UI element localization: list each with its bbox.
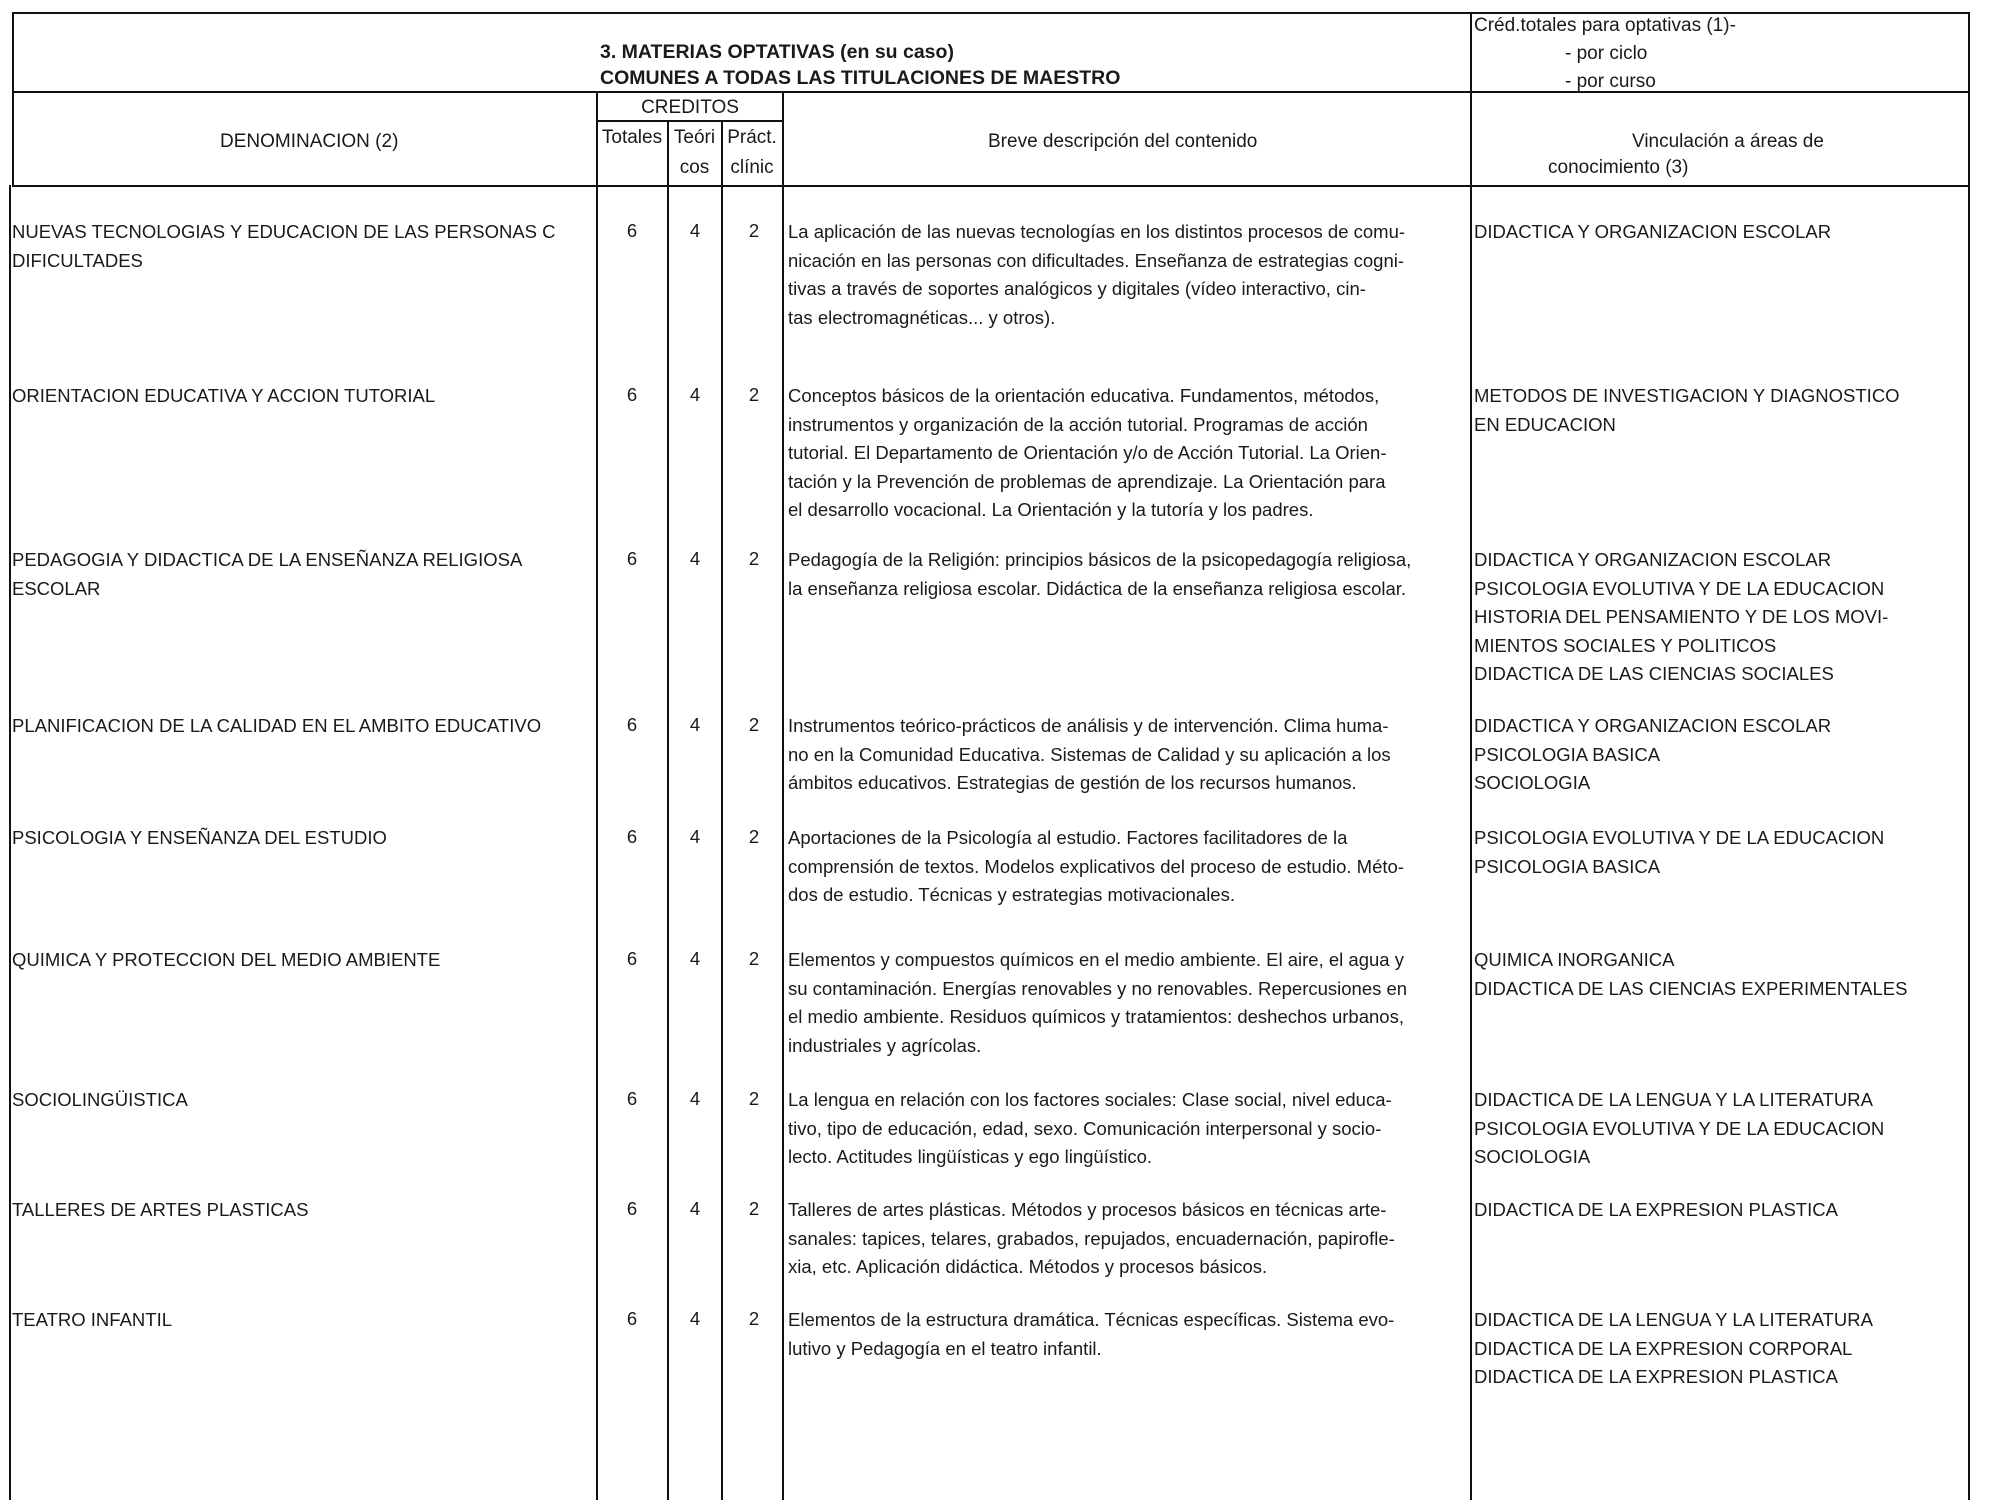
- practicos-header: Práct.: [727, 127, 777, 148]
- cred-totales-label: Créd.totales para optativas (1)-: [1474, 15, 1736, 36]
- denominacion-header: DENOMINACION (2): [220, 131, 399, 152]
- row-totales: 6: [626, 220, 638, 241]
- descripcion-header: Breve descripción del contenido: [988, 131, 1258, 152]
- left-border: [12, 12, 14, 186]
- area-line: DIDACTICA DE LA EXPRESION PLASTICA: [1474, 1199, 1838, 1220]
- row-denominacion: [12, 1086, 594, 1115]
- row-denominacion: [12, 1306, 594, 1335]
- section-subtitle: COMUNES A TODAS LAS TITULACIONES DE MAESTRO: [600, 67, 1121, 89]
- area-line: QUIMICA INORGANICA: [1474, 949, 1675, 970]
- row-practicos: 2: [748, 1198, 760, 1219]
- descripcion-line: tivo, tipo de educación, edad, sexo. Comunicación interpersonal y socio-: [788, 1117, 1382, 1139]
- area-line: MIENTOS SOCIALES Y POLITICOS: [1474, 634, 1777, 656]
- teoricos-header-cont: cos: [679, 157, 710, 178]
- row-teoricos: 4: [689, 714, 701, 735]
- row-areas: [1474, 546, 1964, 689]
- row-totales: 6: [626, 548, 638, 569]
- row-descripcion: [788, 218, 1464, 332]
- area-line: DIDACTICA DE LA EXPRESION CORPORAL: [1474, 1337, 1853, 1359]
- row-areas: [1474, 1086, 1964, 1172]
- area-line: PSICOLOGIA BASICA: [1474, 743, 1661, 765]
- row-teoricos: 4: [689, 948, 701, 969]
- descripcion-line: La aplicación de las nuevas tecnologías en los distintos procesos de comu-: [788, 221, 1406, 242]
- descripcion-line: Instrumentos teórico-prácticos de análisis y de intervención. Clima huma-: [788, 715, 1389, 736]
- descripcion-line: nicación en las personas con dificultades. Enseñanza de estrategias cogni-: [788, 249, 1405, 271]
- descripcion-line: instrumentos y organización de la acción tutorial. Programas de acción: [788, 413, 1368, 435]
- descripcion-line: el desarrollo vocacional. La Orientación y la tutoría y los padres.: [788, 499, 1314, 520]
- por-ciclo-label: - por ciclo: [1565, 43, 1648, 64]
- descripcion-line: ámbitos educativos. Estrategias de gestión de los recursos humanos.: [788, 772, 1357, 793]
- creditos-header: CREDITOS: [641, 97, 739, 118]
- area-line: DIDACTICA Y ORGANIZACION ESCOLAR: [1474, 715, 1832, 736]
- row-areas: [1474, 712, 1964, 798]
- row-areas: [1474, 1306, 1964, 1392]
- row-practicos: 2: [748, 548, 760, 569]
- row-descripcion: [788, 546, 1464, 603]
- column-header-divider: [12, 185, 1970, 187]
- row-teoricos: 4: [689, 384, 701, 405]
- col-vinculacion-left: [1470, 185, 1472, 1500]
- area-line: DIDACTICA DE LA LENGUA Y LA LITERATURA: [1474, 1309, 1873, 1330]
- row-descripcion: [788, 382, 1464, 525]
- col-practicos-left: [721, 120, 723, 1500]
- row-areas: [1474, 824, 1964, 881]
- area-line: PSICOLOGIA EVOLUTIVA Y DE LA EDUCACION: [1474, 827, 1885, 848]
- denominacion-line: ESCOLAR: [12, 577, 101, 599]
- descripcion-line: Conceptos básicos de la orientación educativa. Fundamentos, métodos,: [788, 385, 1380, 406]
- descripcion-line: Elementos de la estructura dramática. Técnicas específicas. Sistema evo-: [788, 1309, 1395, 1330]
- denominacion-line: TEATRO INFANTIL: [12, 1309, 173, 1330]
- row-areas: [1474, 218, 1964, 247]
- row-denominacion: [12, 712, 594, 741]
- descripcion-line: Elementos y compuestos químicos en el medio ambiente. El aire, el agua y: [788, 949, 1404, 970]
- denominacion-line: DIFICULTADES: [12, 249, 143, 271]
- section-title: 3. MATERIAS OPTATIVAS (en su caso): [600, 41, 954, 63]
- row-descripcion: [788, 946, 1464, 1060]
- row-descripcion: [788, 712, 1464, 798]
- row-denominacion: [12, 382, 594, 411]
- descripcion-line: el medio ambiente. Residuos químicos y tratamientos: deshechos urbanos,: [788, 1006, 1404, 1027]
- row-denominacion: [12, 946, 594, 975]
- row-totales: 6: [626, 714, 638, 735]
- practicos-header-cont: clínic: [730, 157, 774, 178]
- row-teoricos: 4: [689, 220, 701, 241]
- denominacion-line: PEDAGOGIA Y DIDACTICA DE LA ENSEÑANZA RELIGIOSA: [12, 549, 523, 570]
- descripcion-line: xia, etc. Aplicación didáctica. Métodos y procesos básicos.: [788, 1256, 1268, 1277]
- area-line: EN EDUCACION: [1474, 413, 1616, 435]
- row-totales: 6: [626, 826, 638, 847]
- row-teoricos: 4: [689, 1088, 701, 1109]
- denominacion-line: ORIENTACION EDUCATIVA Y ACCION TUTORIAL: [12, 385, 436, 406]
- area-line: HISTORIA DEL PENSAMIENTO Y DE LOS MOVI-: [1474, 606, 1889, 627]
- row-descripcion: [788, 1086, 1464, 1172]
- vinculacion-header: Vinculación a áreas de: [1632, 131, 1824, 152]
- row-descripcion: [788, 824, 1464, 910]
- area-line: METODOS DE INVESTIGACION Y DIAGNOSTICO: [1474, 385, 1900, 406]
- area-line: PSICOLOGIA EVOLUTIVA Y DE LA EDUCACION: [1474, 1117, 1885, 1139]
- row-teoricos: 4: [689, 1198, 701, 1219]
- row-teoricos: 4: [689, 826, 701, 847]
- row-practicos: 2: [748, 948, 760, 969]
- area-line: DIDACTICA DE LAS CIENCIAS SOCIALES: [1474, 663, 1834, 684]
- row-teoricos: 4: [689, 548, 701, 569]
- area-line: SOCIOLOGIA: [1474, 772, 1591, 793]
- row-practicos: 2: [748, 1308, 760, 1329]
- row-totales: 6: [626, 1308, 638, 1329]
- denominacion-line: PLANIFICACION DE LA CALIDAD EN EL AMBITO EDUCATIVO: [12, 715, 542, 736]
- row-denominacion: [12, 218, 594, 275]
- row-practicos: 2: [748, 714, 760, 735]
- row-areas: [1474, 1196, 1964, 1225]
- denominacion-line: NUEVAS TECNOLOGIAS Y EDUCACION DE LAS PERSONAS C: [12, 221, 556, 242]
- descripcion-line: Talleres de artes plásticas. Métodos y procesos básicos en técnicas arte-: [788, 1199, 1387, 1220]
- area-line: SOCIOLOGIA: [1474, 1146, 1591, 1167]
- area-line: PSICOLOGIA BASICA: [1474, 855, 1661, 877]
- descripcion-line: lutivo y Pedagogía en el teatro infantil.: [788, 1337, 1102, 1359]
- area-line: DIDACTICA Y ORGANIZACION ESCOLAR: [1474, 221, 1832, 242]
- denominacion-line: TALLERES DE ARTES PLASTICAS: [12, 1199, 309, 1220]
- descripcion-line: la enseñanza religiosa escolar. Didáctica de la enseñanza religiosa escolar.: [788, 577, 1407, 599]
- row-descripcion: [788, 1196, 1464, 1282]
- teoricos-header: Teóri: [673, 127, 716, 148]
- row-denominacion: [12, 1196, 594, 1225]
- descripcion-line: tación y la Prevención de problemas de aprendizaje. La Orientación para: [788, 470, 1386, 492]
- descripcion-line: industriales y agrícolas.: [788, 1034, 982, 1056]
- descripcion-line: no en la Comunidad Educativa. Sistemas de Calidad y su aplicación a los: [788, 743, 1391, 765]
- vinculacion-divider-header: [1470, 12, 1472, 186]
- descripcion-line: dos de estudio. Técnicas y estrategias motivacionales.: [788, 884, 1235, 905]
- row-practicos: 2: [748, 220, 760, 241]
- row-descripcion: [788, 1306, 1464, 1363]
- row-practicos: 2: [748, 1088, 760, 1109]
- denominacion-line: QUIMICA Y PROTECCION DEL MEDIO AMBIENTE: [12, 949, 441, 970]
- area-line: DIDACTICA DE LA EXPRESION PLASTICA: [1474, 1366, 1838, 1387]
- area-line: PSICOLOGIA EVOLUTIVA Y DE LA EDUCACION: [1474, 577, 1885, 599]
- row-totales: 6: [626, 1198, 638, 1219]
- row-totales: 6: [626, 1088, 638, 1109]
- vinculacion-header-cont: conocimiento (3): [1548, 157, 1689, 178]
- totales-header: Totales: [601, 127, 663, 148]
- col-descripcion-left: [782, 91, 784, 1500]
- area-line: DIDACTICA DE LA LENGUA Y LA LITERATURA: [1474, 1089, 1873, 1110]
- row-totales: 6: [626, 384, 638, 405]
- row-denominacion: [12, 546, 594, 603]
- descripcion-line: lecto. Actitudes lingüísticas y ego lingüístico.: [788, 1146, 1153, 1167]
- denominacion-line: SOCIOLINGÜISTICA: [12, 1089, 188, 1110]
- descripcion-line: sanales: tapices, telares, grabados, repujados, encuadernación, papirofle-: [788, 1227, 1395, 1249]
- row-teoricos: 4: [689, 1308, 701, 1329]
- denominacion-line: PSICOLOGIA Y ENSEÑANZA DEL ESTUDIO: [12, 827, 387, 848]
- col-teoricos-left: [667, 120, 669, 1500]
- row-areas: [1474, 946, 1964, 1003]
- descripcion-line: La lengua en relación con los factores sociales: Clase social, nivel educa-: [788, 1089, 1392, 1110]
- left-border-body: [9, 185, 11, 1500]
- row-practicos: 2: [748, 826, 760, 847]
- right-border: [1968, 12, 1970, 186]
- por-curso-label: - por curso: [1565, 71, 1656, 92]
- area-line: DIDACTICA Y ORGANIZACION ESCOLAR: [1474, 549, 1832, 570]
- descripcion-line: su contaminación. Energías renovables y no renovables. Repercusiones en: [788, 977, 1408, 999]
- descripcion-line: Pedagogía de la Religión: principios básicos de la psicopedagogía religiosa,: [788, 549, 1412, 570]
- row-denominacion: [12, 824, 594, 853]
- descripcion-line: Aportaciones de la Psicología al estudio. Factores facilitadores de la: [788, 827, 1348, 848]
- col-totales-left: [596, 91, 598, 1500]
- descripcion-line: tutorial. El Departamento de Orientación y/o de Acción Tutorial. La Orien-: [788, 442, 1387, 463]
- descripcion-line: tivas a través de soportes analógicos y digitales (vídeo interactivo, cin-: [788, 278, 1366, 299]
- descripcion-line: tas electromagnéticas... y otros).: [788, 306, 1056, 328]
- row-practicos: 2: [748, 384, 760, 405]
- row-areas: [1474, 382, 1964, 439]
- descripcion-line: comprensión de textos. Modelos explicativos del proceso de estudio. Méto-: [788, 855, 1404, 877]
- area-line: DIDACTICA DE LAS CIENCIAS EXPERIMENTALES: [1474, 977, 1908, 999]
- right-border-body: [1968, 185, 1970, 1500]
- row-totales: 6: [626, 948, 638, 969]
